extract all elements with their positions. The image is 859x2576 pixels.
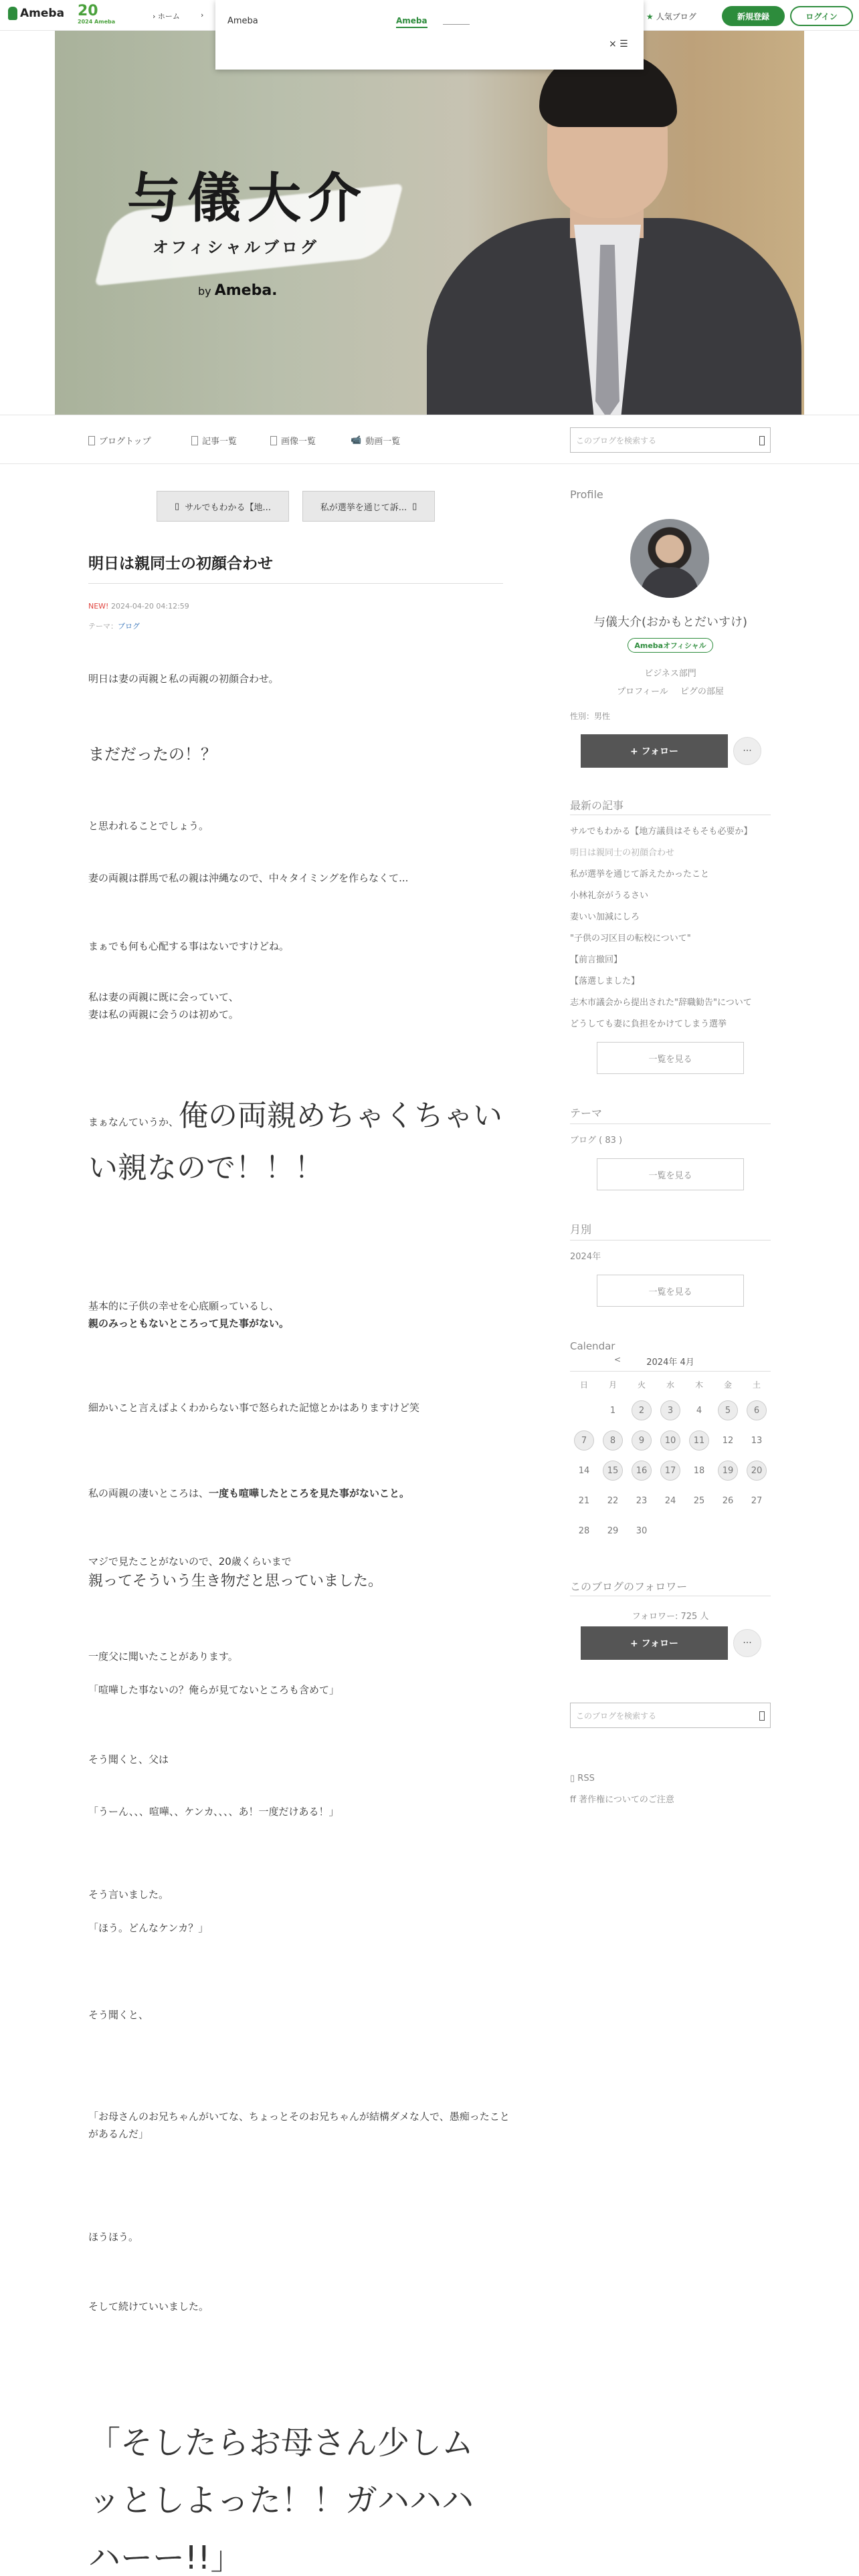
- calendar-day[interactable]: 9: [632, 1430, 652, 1451]
- ameba-popup: [215, 0, 644, 70]
- star-icon: ★: [646, 11, 654, 21]
- article-paragraph: 「うーん、、、喧嘩、、ケンカ、、、、あ！一度だけある！」: [88, 1806, 339, 1818]
- article-paragraph: そう聞くと、父は: [88, 1753, 169, 1765]
- more-options-icon[interactable]: ···: [733, 1629, 761, 1657]
- popup-close-icon[interactable]: × ☰: [609, 39, 628, 49]
- avatar[interactable]: [630, 519, 709, 598]
- article-paragraph: 細かいこと言えばよくわからない事で怒られた記憶とかはありますけど笑: [88, 1402, 420, 1414]
- calendar-day[interactable]: 5: [718, 1400, 738, 1420]
- image-icon: [270, 436, 277, 445]
- list-item[interactable]: 【前言撤回】: [570, 955, 623, 965]
- copyright-icon: ff: [570, 1795, 579, 1805]
- calendar-dow: 月: [608, 1380, 617, 1390]
- calendar-day: 29: [607, 1525, 619, 1536]
- calendar-heading: Calendar: [570, 1340, 615, 1352]
- follow-button-bottom[interactable]: + フォロー: [581, 1626, 728, 1660]
- theme-link[interactable]: ブログ: [118, 622, 140, 631]
- theme-item[interactable]: ブログ ( 83 ): [570, 1136, 623, 1146]
- month-heading: 月別: [570, 1223, 592, 1236]
- article-paragraph: 妻の両親は群馬で私の親は沖縄なので、中々タイミングを作らなくて...: [88, 872, 409, 884]
- article-paragraph: 「ほう。どんなケンカ？」: [88, 1922, 209, 1934]
- article-paragraph: 一度父に聞いたことがあります。: [88, 1650, 238, 1662]
- copyright-link[interactable]: ff 著作権についてのご注意: [570, 1795, 674, 1805]
- popup-divider: [443, 24, 470, 25]
- calendar-day: 12: [722, 1435, 734, 1446]
- nav-chevron-icon: ›: [201, 11, 204, 19]
- article-paragraph: マジで見たことがないので、20歳くらいまで 親ってそういう生き物だと思っていました。: [88, 1555, 383, 1590]
- divider: [570, 1371, 771, 1372]
- list-item[interactable]: "子供の习区目の転校について": [570, 934, 691, 944]
- login-button[interactable]: ログイン: [790, 6, 853, 26]
- nav-articles[interactable]: 記事一覧: [191, 434, 237, 447]
- list-item[interactable]: 私が選挙を通じて訴えたかったこと: [570, 869, 710, 879]
- article-paragraph: と思われることでしょう。: [88, 820, 209, 832]
- article-paragraph: 私は妻の両親に既に会っていて、 妻は私の両親に会うのは初めて。: [88, 991, 239, 1021]
- calendar-day[interactable]: 2: [632, 1400, 652, 1420]
- list-item[interactable]: 明日は親同士の初顔合わせ: [570, 848, 675, 858]
- list-item[interactable]: どうしても妻に負担をかけてしまう選挙: [570, 1019, 727, 1029]
- home-icon: [88, 436, 95, 445]
- blog-nav: [0, 415, 859, 464]
- prev-post-button[interactable]: ▯ サルでもわかる【地...: [157, 491, 289, 522]
- calendar-day: 28: [578, 1525, 590, 1536]
- calendar-day: 18: [693, 1465, 705, 1476]
- article-paragraph: 基本的に子供の幸せを心底願っているし、 親のみっともないところって見た事がない。: [88, 1300, 290, 1329]
- nav-videos[interactable]: 📹 動画一覧: [351, 435, 401, 447]
- rss-icon: ▯: [570, 1774, 578, 1784]
- more-options-icon[interactable]: ···: [733, 737, 761, 765]
- article-paragraph: そう聞くと、: [88, 2009, 149, 2021]
- calendar-day[interactable]: 8: [603, 1430, 623, 1451]
- calendar-dow: 土: [752, 1380, 761, 1390]
- article-paragraph: まぁなんていうか、俺の両親めちゃくちゃいい親なので！！！: [88, 1099, 503, 1185]
- calendar-dow: 木: [694, 1380, 703, 1390]
- by-ameba: by Ameba.: [198, 282, 278, 299]
- calendar-day[interactable]: 3: [660, 1400, 680, 1420]
- calendar-day[interactable]: 10: [660, 1430, 680, 1451]
- list-icon: [191, 436, 198, 445]
- calendar-day[interactable]: 6: [747, 1400, 767, 1420]
- divider: [570, 1123, 771, 1124]
- calendar-day[interactable]: 11: [689, 1430, 709, 1451]
- recent-heading: 最新の記事: [570, 799, 624, 812]
- nav-home-link[interactable]: › ホーム: [153, 12, 180, 21]
- blog-subtitle: オフィシャルブログ: [153, 237, 319, 257]
- calendar-day: 27: [751, 1495, 763, 1506]
- article-paragraph: 「そしたらお母さん少しムッとしよった！！ガハハハハーー!!」: [88, 2424, 474, 2576]
- calendar-day: 25: [693, 1495, 705, 1506]
- calendar-day: 26: [722, 1495, 734, 1506]
- blog-owner-name: 与儀大介: [127, 167, 368, 229]
- recent-list: [570, 821, 752, 1035]
- calendar-day: 14: [578, 1465, 590, 1476]
- article-meta: NEW! 2024-04-20 04:12:59: [88, 602, 189, 611]
- see-all-month-button[interactable]: 一覧を見る: [597, 1275, 744, 1307]
- ameba-frog-icon: [8, 7, 17, 20]
- calendar-dow: 日: [579, 1380, 588, 1390]
- calendar-month: 2024年 4月: [646, 1358, 694, 1368]
- calendar-day[interactable]: 19: [718, 1461, 738, 1481]
- article-paragraph: ほうほう。: [88, 2231, 139, 2243]
- list-item[interactable]: 小林礼奈がうるさい: [570, 891, 649, 901]
- calendar-day: 4: [696, 1405, 702, 1416]
- calendar-day[interactable]: 20: [747, 1461, 767, 1481]
- search-icon[interactable]: [759, 1711, 765, 1721]
- calendar-day[interactable]: 16: [632, 1461, 652, 1481]
- profile-links[interactable]: プロフィール ピグの部屋: [617, 687, 724, 697]
- article-paragraph: 「喧嘩した事ないの？俺らが見てないところも含めて」: [88, 1684, 340, 1696]
- official-badge: Amebaオフィシャル: [628, 638, 713, 653]
- signup-button[interactable]: 新規登録: [722, 6, 785, 26]
- list-item[interactable]: サルでもわかる【地方議員はそもそも必要か】: [570, 827, 753, 837]
- chevron-right-icon: ▯: [412, 501, 417, 512]
- calendar-day[interactable]: 7: [574, 1430, 594, 1451]
- rss-link[interactable]: ▯ RSS: [570, 1774, 595, 1784]
- calendar-day[interactable]: 17: [660, 1461, 680, 1481]
- search-icon[interactable]: [759, 436, 765, 445]
- divider: [570, 1240, 771, 1241]
- calendar-day: 23: [636, 1495, 648, 1506]
- list-item[interactable]: 【落選しました】: [570, 976, 640, 986]
- profile-heading: Profile: [570, 488, 603, 501]
- calendar-day: 13: [751, 1435, 763, 1446]
- article-paragraph: 「お母さんのお兄ちゃんがいてな、ちょっとそのお兄ちゃんが結構ダメな人で、愚痴ったことがあるんだ」: [88, 2111, 510, 2140]
- followers-heading: このブログのフォロワー: [570, 1580, 688, 1593]
- calendar-dow: 金: [723, 1380, 732, 1390]
- article-title[interactable]: 明日は親同士の初顔合わせ: [88, 555, 273, 572]
- list-item[interactable]: 志木市議会から提出された"辞職勧告"について: [570, 998, 752, 1008]
- video-camera-icon: 📹: [351, 435, 362, 445]
- anniversary-badge: 20 2024 Ameba: [78, 3, 116, 25]
- profile-name[interactable]: 与儀大介(おかもとだいすけ): [593, 615, 748, 629]
- see-all-theme-button[interactable]: 一覧を見る: [597, 1158, 744, 1190]
- profile-gender: 性別：男性: [570, 712, 611, 721]
- next-post-button[interactable]: 私が選挙を通じて訴... ▯: [302, 491, 435, 522]
- list-item[interactable]: 妻いい加減にしろ: [570, 912, 640, 922]
- calendar-day: 30: [636, 1525, 648, 1536]
- calendar-day: 22: [607, 1495, 619, 1506]
- article-theme: テーマ：ブログ: [88, 622, 140, 631]
- calendar-prev-icon[interactable]: <: [614, 1355, 622, 1364]
- article-paragraph: そう言いました。: [88, 1889, 169, 1901]
- popular-blogs-link[interactable]: ★ 人気ブログ: [646, 11, 696, 21]
- calendar-day: 24: [664, 1495, 676, 1506]
- article-paragraph: 明日は妻の両親と私の両親の初顔合わせ。: [88, 673, 279, 685]
- calendar-dow: 火: [637, 1380, 646, 1390]
- popup-title: Ameba: [227, 16, 258, 26]
- theme-heading: テーマ: [570, 1107, 603, 1119]
- sidebar-search-input[interactable]: このブログを検索する: [570, 1703, 771, 1728]
- article-paragraph: 私の両親の凄いところは、一度も喧嘩したところを見た事がないこと。: [88, 1487, 410, 1499]
- article-paragraph: そして続けていいました。: [88, 2300, 209, 2313]
- chevron-left-icon: ▯: [175, 501, 180, 512]
- calendar-day: 21: [578, 1495, 590, 1506]
- month-item[interactable]: 2024年: [570, 1252, 601, 1262]
- nav-blog-top[interactable]: ブログトップ: [88, 434, 151, 447]
- calendar-dow: 水: [666, 1380, 674, 1390]
- see-all-recent-button[interactable]: 一覧を見る: [597, 1042, 744, 1074]
- follow-button[interactable]: + フォロー: [581, 734, 728, 768]
- calendar-day: 1: [609, 1405, 616, 1416]
- blog-header-image[interactable]: [55, 31, 804, 415]
- profile-category[interactable]: ビジネス部門: [644, 669, 696, 679]
- ameba-logo[interactable]: Ameba: [8, 7, 64, 20]
- nav-images[interactable]: 画像一覧: [270, 434, 316, 447]
- calendar-day[interactable]: 15: [603, 1461, 623, 1481]
- article-paragraph: まだだったの！？: [88, 745, 217, 764]
- title-divider: [88, 583, 503, 584]
- blog-search-input[interactable]: このブログを検索する: [570, 427, 771, 453]
- followers-count: フォロワー: 725 人: [632, 1612, 709, 1622]
- popup-tab[interactable]: Ameba: [396, 16, 427, 28]
- article-paragraph: まぁでも何も心配する事はないですけどね。: [88, 940, 290, 952]
